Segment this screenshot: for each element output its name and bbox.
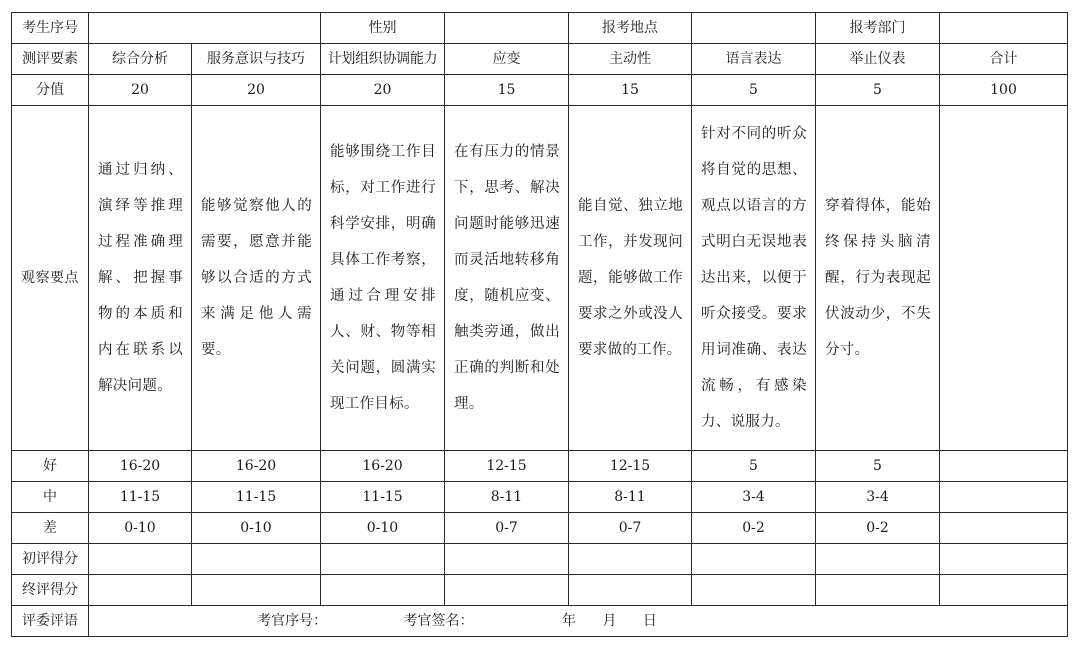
initial-score-field[interactable] (816, 544, 940, 575)
examiner-number-label: 考官序号： (257, 612, 328, 629)
final-score-field[interactable] (89, 575, 192, 606)
observation-text: 通过归纳、演绎等推理过程准确理解、把握事物的本质和内在联系以解决问题。 (89, 106, 192, 451)
month-label: 月 (602, 612, 617, 629)
grade-range: 16-20 (192, 451, 321, 482)
grade-total-cell (940, 482, 1068, 513)
observation-text: 在有压力的情景下，思考、解决问题时能够迅速而灵活地转移角度，随机应变、触类旁通，做出正确的判断和处理。 (445, 106, 569, 451)
criterion-cell: 应变 (445, 44, 569, 75)
day-label: 日 (642, 612, 657, 629)
year-label: 年 (562, 612, 576, 629)
initial-score-field[interactable] (445, 544, 569, 575)
candidate-number-label: 考生序号 (12, 13, 89, 44)
grade-range: 12-15 (445, 451, 569, 482)
grade-range: 0-7 (569, 513, 692, 544)
score-value: 15 (445, 75, 569, 106)
initial-score-total-field[interactable] (940, 544, 1068, 575)
grade-label: 中 (12, 482, 89, 513)
grade-row-medium (12, 482, 1068, 513)
grade-range: 0-10 (321, 513, 445, 544)
gender-field[interactable] (445, 13, 569, 44)
initial-score-field[interactable] (89, 544, 192, 575)
score-row (12, 75, 1068, 106)
score-value: 15 (569, 75, 692, 106)
criterion-cell: 综合分析 (89, 44, 192, 75)
examiner-signature-label: 考官签名： (403, 612, 474, 629)
grade-range: 16-20 (89, 451, 192, 482)
grade-label: 好 (12, 451, 89, 482)
criterion-cell: 举止仪表 (816, 44, 940, 75)
department-field[interactable] (940, 13, 1068, 44)
final-score-total-field[interactable] (940, 575, 1068, 606)
location-label: 报考地点 (569, 13, 692, 44)
grade-range: 8-11 (569, 482, 692, 513)
grade-row-poor (12, 513, 1068, 544)
criterion-cell: 计划组织协调能力 (321, 44, 445, 75)
score-value: 20 (89, 75, 192, 106)
score-value: 5 (816, 75, 940, 106)
grade-range: 3-4 (816, 482, 940, 513)
score-value: 20 (321, 75, 445, 106)
final-score-field[interactable] (816, 575, 940, 606)
observation-text: 针对不同的听众将自觉的思想、观点以语言的方式明白无误地表达出来，以便于听众接受。要求用词准确、表达流畅，有感染力、说服力。 (692, 106, 816, 451)
observation-row (12, 106, 1068, 451)
grade-range: 5 (816, 451, 940, 482)
observation-label: 观察要点 (12, 106, 89, 451)
observation-text: 能自觉、独立地工作，并发现问题，能够做工作要求之外或没人要求做的工作。 (569, 106, 692, 451)
grade-range: 0-2 (692, 513, 816, 544)
grade-range: 3-4 (692, 482, 816, 513)
grade-range: 0-7 (445, 513, 569, 544)
grade-range: 0-10 (89, 513, 192, 544)
grade-range: 16-20 (321, 451, 445, 482)
grade-range: 8-11 (445, 482, 569, 513)
total-observation-cell (940, 106, 1068, 451)
grade-total-cell (940, 451, 1068, 482)
grade-range: 5 (692, 451, 816, 482)
score-value: 100 (940, 75, 1068, 106)
observation-text: 能够围绕工作目标，对工作进行科学安排，明确具体工作考察，通过合理安排人、财、物等相关问题，圆满实现工作目标。 (321, 106, 445, 451)
grade-row-good (12, 451, 1068, 482)
grade-range: 11-15 (89, 482, 192, 513)
grade-total-cell (940, 513, 1068, 544)
grade-range: 11-15 (321, 482, 445, 513)
score-value: 20 (192, 75, 321, 106)
signature-line[interactable] (89, 606, 1068, 637)
criterion-cell: 服务意识与技巧 (192, 44, 321, 75)
criterion-cell: 语言表达 (692, 44, 816, 75)
final-score-field[interactable] (692, 575, 816, 606)
final-score-label: 终评得分 (12, 575, 89, 606)
grade-range: 11-15 (192, 482, 321, 513)
final-score-field[interactable] (321, 575, 445, 606)
final-score-row (12, 575, 1068, 606)
criterion-cell: 合计 (940, 44, 1068, 75)
comments-row (12, 606, 1068, 637)
initial-score-row (12, 544, 1068, 575)
final-score-field[interactable] (445, 575, 569, 606)
criteria-label: 测评要素 (12, 44, 89, 75)
initial-score-field[interactable] (692, 544, 816, 575)
initial-score-field[interactable] (321, 544, 445, 575)
grade-range: 0-10 (192, 513, 321, 544)
comments-label: 评委评语 (12, 606, 89, 637)
grade-range: 12-15 (569, 451, 692, 482)
initial-score-field[interactable] (569, 544, 692, 575)
location-field[interactable] (692, 13, 816, 44)
initial-score-field[interactable] (192, 544, 321, 575)
observation-text: 能够觉察他人的需要，愿意并能够以合适的方式来满足他人需要。 (192, 106, 321, 451)
criteria-row (12, 44, 1068, 75)
grade-range: 0-2 (816, 513, 940, 544)
final-score-field[interactable] (192, 575, 321, 606)
gender-label: 性别 (321, 13, 445, 44)
candidate-info-row (12, 13, 1068, 44)
observation-text: 穿着得体，能始终保持头脑清醒，行为表现起伏波动少，不失分寸。 (816, 106, 940, 451)
interview-score-table (11, 12, 1068, 637)
score-label: 分值 (12, 75, 89, 106)
initial-score-label: 初评得分 (12, 544, 89, 575)
score-value: 5 (692, 75, 816, 106)
department-label: 报考部门 (816, 13, 940, 44)
candidate-number-field[interactable] (89, 13, 321, 44)
grade-label: 差 (12, 513, 89, 544)
final-score-field[interactable] (569, 575, 692, 606)
criterion-cell: 主动性 (569, 44, 692, 75)
